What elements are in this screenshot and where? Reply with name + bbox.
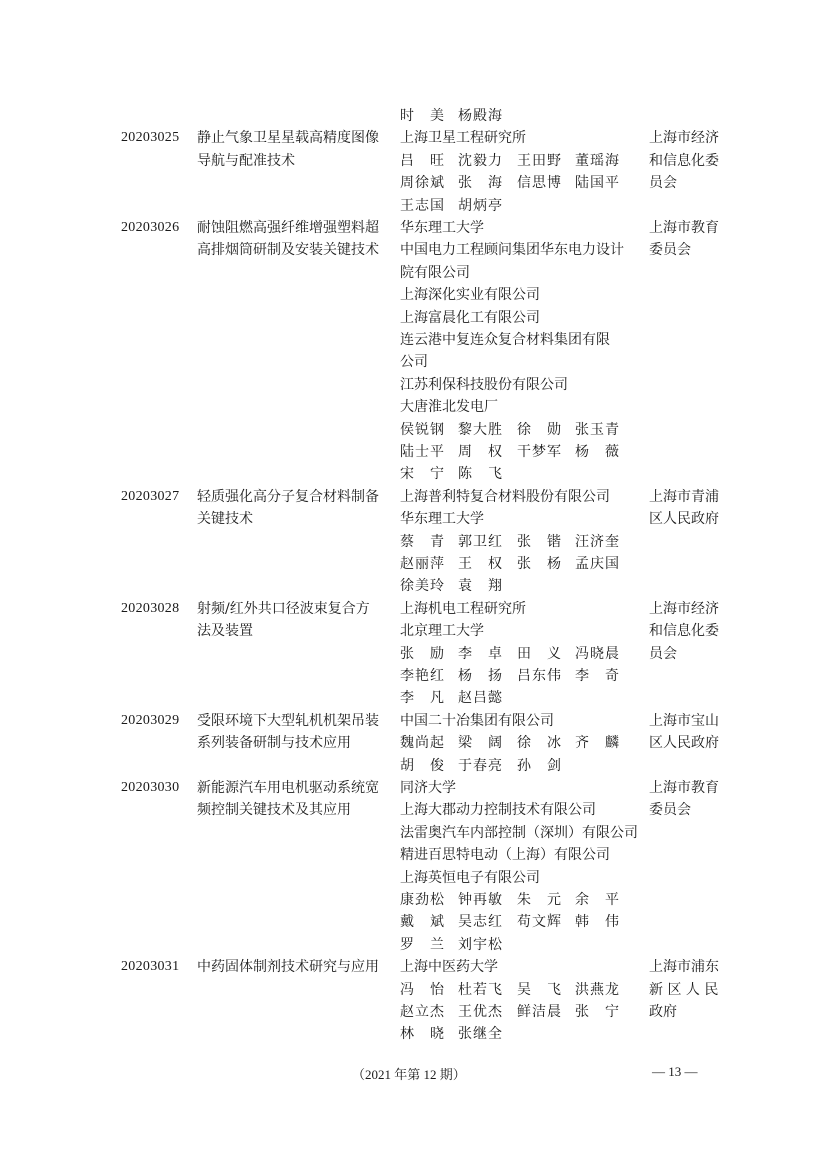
unit-name: 上海深化实业有限公司 (400, 287, 540, 304)
entry-code: 20203030 (121, 780, 180, 795)
person-name: 钟再敏 (458, 892, 502, 908)
unit-name: 同济大学 (400, 780, 456, 796)
person-name: 王优杰 (458, 1003, 502, 1020)
entry-code: 20203031 (121, 959, 180, 975)
person-name: 鲜洁晨 (517, 1003, 561, 1020)
unit-name: 北京理工大学 (400, 623, 484, 640)
person-name: 吕东伟 (517, 667, 561, 684)
project-title-line: 新能源汽车用电机驱动系统宽 (197, 780, 379, 796)
person-name: 林 晓 (400, 1026, 444, 1043)
person-name: 洪燕龙 (575, 981, 619, 998)
person-name: 康劲松 (400, 892, 444, 908)
person-name: 吴志红 (458, 914, 502, 931)
recommender-line: 政府 (649, 1003, 677, 1020)
person-name: 袁 翔 (458, 578, 502, 595)
recommender-line: 上海市教育 (649, 220, 719, 236)
unit-name: 上海富晨化工有限公司 (400, 309, 540, 326)
person-name: 杨 薇 (575, 444, 619, 460)
recommender-line: 上海市经济 (649, 130, 719, 147)
person-name: 魏尚起 (400, 735, 444, 752)
recommender-line: 上海市宝山 (649, 712, 719, 729)
person-name: 周 权 (458, 444, 502, 460)
person-name: 杨殿海 (458, 108, 502, 124)
person-name: 胡 俊 (400, 757, 444, 774)
person-name: 孟庆国 (575, 555, 619, 572)
person-name: 张 杨 (517, 555, 561, 572)
project-title-line: 高排烟筒研制及安装关键技术 (197, 242, 379, 259)
person-name: 沈毅力 (458, 152, 502, 169)
project-title-line: 静止气象卫星星载高精度图像 (197, 130, 379, 147)
person-name: 张玉青 (575, 421, 619, 438)
recommender-line: 和信息化委 (649, 623, 719, 640)
recommender-line: 上海市浦东 (649, 959, 719, 976)
person-name: 于春亮 (458, 757, 502, 774)
person-name: 齐 麟 (575, 735, 619, 752)
project-title-line: 频控制关键技术及其应用 (197, 802, 351, 819)
person-name: 信思博 (517, 175, 561, 192)
project-title-line: 系列装备研制与技术应用 (197, 735, 351, 752)
person-name: 吴 飞 (517, 981, 561, 998)
person-name: 张 海 (458, 175, 502, 192)
entry-code: 20203029 (121, 712, 180, 728)
unit-name: 大唐淮北发电厂 (400, 399, 498, 416)
person-name: 干梦军 (517, 444, 561, 460)
recommender-line: 上海市经济 (649, 600, 719, 617)
person-name: 徐 勋 (517, 421, 561, 438)
project-title-line: 导航与配准技术 (197, 152, 295, 169)
recommender-line: 上海市青浦 (649, 488, 719, 505)
entry-code: 20203026 (121, 220, 180, 235)
person-name: 陈 飞 (458, 466, 502, 483)
unit-name: 中国二十冶集团有限公司 (400, 712, 554, 729)
entry-code: 20203025 (121, 130, 180, 146)
unit-name: 上海机电工程研究所 (400, 600, 526, 617)
person-name: 田 义 (517, 645, 561, 662)
person-name: 赵立杰 (400, 1003, 444, 1020)
unit-name: 公司 (400, 354, 428, 371)
person-name: 余 平 (575, 892, 619, 908)
person-name: 韩 伟 (575, 914, 619, 931)
project-title-line: 轻质强化高分子复合材料制备 (197, 488, 379, 505)
unit-name: 上海卫星工程研究所 (400, 130, 526, 147)
unit-name: 连云港中复连众复合材料集团有限 (400, 332, 610, 348)
unit-name: 法雷奥汽车内部控制（深圳）有限公司 (400, 824, 638, 841)
recommender-line: 上海市教育 (649, 780, 719, 796)
person-name: 郭卫红 (458, 533, 502, 550)
recommender-line: 新 区 人 民 (649, 981, 719, 998)
person-name: 朱 元 (517, 892, 561, 908)
person-name: 张 励 (400, 645, 444, 662)
person-name: 冯晓晨 (575, 645, 619, 662)
project-title-line: 耐蚀阻燃高强纤维增强塑料超 (197, 220, 379, 236)
person-name: 宋 宁 (400, 466, 444, 483)
recommender-line: 和信息化委 (649, 152, 719, 169)
person-name: 苟文辉 (517, 914, 561, 931)
issue-label: （2021 年第 12 期） (352, 1067, 466, 1082)
recommender-line: 区人民政府 (649, 511, 719, 528)
recommender-line: 委员会 (649, 242, 691, 259)
project-title-line: 法及装置 (197, 623, 253, 640)
person-name: 周徐斌 (400, 175, 444, 192)
person-name: 刘宇松 (458, 936, 502, 953)
unit-name: 上海英恒电子有限公司 (400, 869, 540, 886)
person-name: 张 锴 (517, 533, 561, 550)
person-name: 陆士平 (400, 444, 444, 460)
recommender-line: 员会 (649, 645, 677, 662)
page-number: — 13 — (652, 1064, 698, 1079)
person-name: 蔡 青 (400, 533, 444, 550)
unit-name: 精进百思特电动（上海）有限公司 (400, 847, 610, 864)
recommender-line: 委员会 (649, 802, 691, 819)
person-name: 罗 兰 (400, 936, 444, 953)
unit-name: 上海大郡动力控制技术有限公司 (400, 802, 596, 819)
person-name: 李 卓 (458, 645, 502, 662)
person-name: 孙 剑 (517, 757, 561, 774)
person-name: 王 权 (458, 555, 502, 572)
unit-name: 院有限公司 (400, 264, 470, 281)
recommender-line: 员会 (649, 175, 677, 192)
person-name: 戴 斌 (400, 914, 444, 931)
recommender-line: 区人民政府 (649, 735, 719, 752)
person-name: 黎大胜 (458, 421, 502, 438)
unit-name: 上海中医药大学 (400, 959, 498, 976)
person-name: 李艳红 (400, 667, 444, 684)
person-name: 王田野 (517, 152, 561, 169)
unit-name: 华东理工大学 (400, 220, 484, 236)
person-name: 汪济奎 (575, 533, 619, 550)
entry-code: 20203027 (121, 488, 180, 504)
person-name: 王志国 (400, 197, 444, 214)
person-name: 徐美玲 (400, 578, 444, 595)
unit-name: 中国电力工程顾问集团华东电力设计 (400, 242, 624, 259)
project-title-line: 关键技术 (197, 511, 253, 528)
person-name: 梁 阔 (458, 735, 502, 752)
person-name: 杨 扬 (458, 667, 502, 684)
person-name: 杜若飞 (458, 981, 502, 998)
person-name: 侯锐钢 (400, 421, 444, 438)
person-name: 吕 旺 (400, 152, 444, 169)
person-name: 冯 怡 (400, 981, 444, 998)
person-name: 赵丽萍 (400, 555, 444, 572)
entry-code: 20203028 (121, 600, 180, 616)
project-title-line: 射频/红外共口径波束复合方 (197, 600, 370, 617)
person-name: 张继全 (458, 1026, 502, 1043)
unit-name: 华东理工大学 (400, 511, 484, 528)
person-name: 赵吕懿 (458, 690, 502, 707)
project-title-line: 中药固体制剂技术研究与应用 (197, 959, 379, 976)
person-name: 张 宁 (575, 1003, 619, 1020)
person-name: 陆国平 (575, 175, 619, 192)
person-name: 徐 冰 (517, 735, 561, 752)
unit-name: 上海普利特复合材料股份有限公司 (400, 488, 610, 505)
person-name: 时 美 (400, 108, 444, 124)
person-name: 李 奇 (575, 667, 619, 684)
project-title-line: 受限环境下大型轧机机架吊装 (197, 712, 379, 729)
person-name: 胡炳亭 (458, 197, 502, 214)
person-name: 李 凡 (400, 690, 444, 707)
unit-name: 江苏利保科技股份有限公司 (400, 376, 568, 393)
person-name: 董瑶海 (575, 152, 619, 169)
